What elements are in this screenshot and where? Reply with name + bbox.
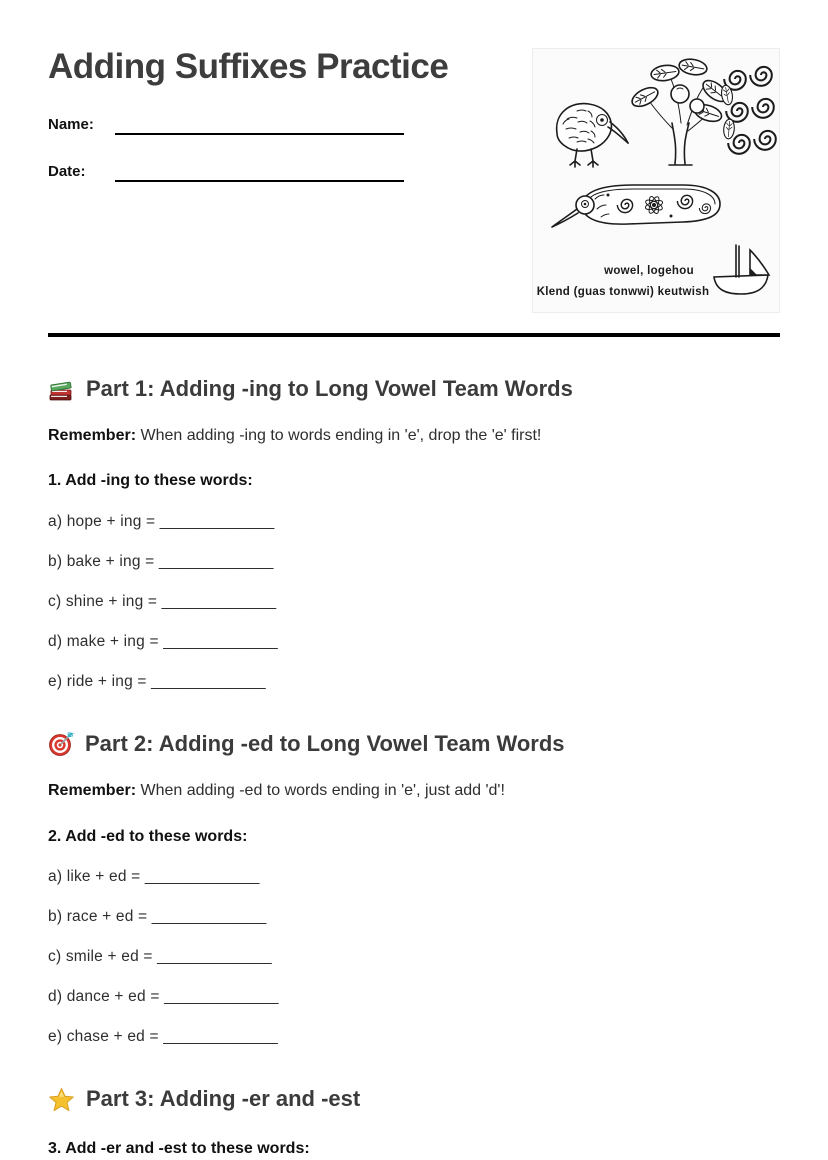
section-part-2 [48, 730, 780, 1047]
exercise-item: e) ride + ing = _____________ [48, 673, 266, 691]
part2-heading-text: Part 2: Adding -ed to Long Vowel Team Words [85, 731, 565, 757]
name-field [48, 115, 518, 135]
part1-heading-text: Part 1: Adding -ing to Long Vowel Team Words [86, 376, 573, 401]
name-label: Name: [48, 116, 94, 133]
remember-label: Remember: [48, 781, 137, 799]
part3-heading-text: Part 3: Adding -er and -est [86, 1086, 361, 1112]
section-part-3 [48, 1085, 780, 1159]
part1-exercise-label: 1. Add -ing to these words: [48, 472, 253, 490]
remember-text: When adding -ed to words ending in 'e', just add 'd'! [140, 781, 505, 799]
remember-text: When adding -ing to words ending in 'e', drop the 'e' first! [140, 426, 542, 444]
date-field [48, 162, 518, 182]
part2-heading [48, 730, 780, 759]
section-divider [48, 333, 780, 337]
worksheet-header [48, 44, 780, 313]
exercise-item: a) hope + ing = _____________ [48, 513, 275, 531]
exercise-item: d) make + ing = _____________ [48, 633, 278, 651]
exercise-item: b) race + ed = _____________ [48, 908, 267, 926]
part1-heading [48, 375, 780, 404]
part3-exercise-label: 3. Add -er and -est to these words: [48, 1139, 310, 1157]
spiral-pattern-icon [720, 67, 776, 154]
exercise-item: c) shine + ing = _____________ [48, 593, 277, 611]
exercise-item: c) smile + ed = _____________ [48, 948, 272, 966]
part2-items [48, 866, 780, 1047]
kiwi-bird-icon [557, 104, 628, 167]
books-icon [48, 376, 75, 402]
part2-remember [48, 781, 780, 802]
name-blank-line [115, 115, 404, 135]
illustration-caption-line1: wowel, logehou [604, 265, 694, 277]
star-icon [48, 1087, 75, 1113]
exercise-item: b) bake + ing = _____________ [48, 553, 274, 571]
page-title: Adding Suffixes Practice [48, 47, 449, 86]
date-blank-line [115, 162, 404, 182]
exercise-item: d) dance + ed = _____________ [48, 988, 279, 1006]
remember-label: Remember: [48, 426, 137, 444]
header-left [48, 44, 518, 182]
section-part-1 [48, 375, 780, 692]
tree-icon [629, 57, 731, 165]
date-label: Date: [48, 163, 86, 180]
kiwi-clipart-svg [533, 49, 779, 312]
part1-items [48, 511, 780, 692]
exercise-item: a) like + ed = _____________ [48, 868, 260, 886]
patterned-kiwi-icon [552, 185, 720, 227]
target-icon [48, 731, 74, 757]
sailboat-icon [714, 245, 769, 294]
exercise-item: e) chase + ed = _____________ [48, 1028, 278, 1046]
part3-heading [48, 1085, 780, 1114]
part2-exercise-label: 2. Add -ed to these words: [48, 827, 248, 845]
part1-remember [48, 426, 780, 447]
kiwi-clipart-illustration [532, 48, 780, 313]
illustration-caption-line2: Klend (guas tonwwi) keutwish [536, 286, 710, 298]
